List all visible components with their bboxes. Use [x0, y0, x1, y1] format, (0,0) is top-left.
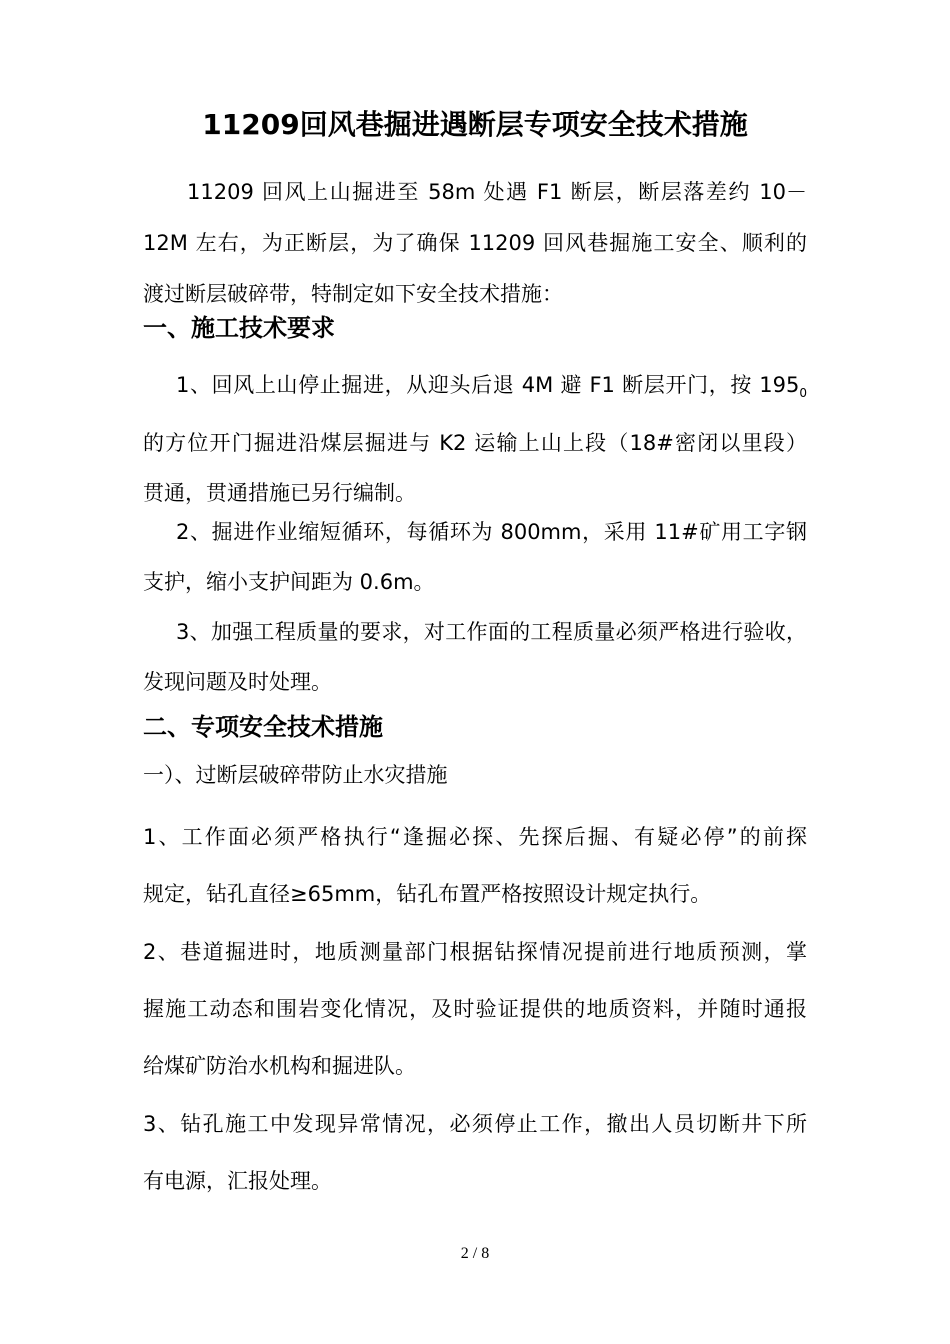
section-2-item-1-line-2: 规定，钻孔直径≥65mm，钻孔布置严格按照设计规定执行。 [143, 882, 712, 906]
section-2-item-3 [143, 1096, 807, 1210]
section-2-item-1 [143, 809, 807, 923]
section-2-item-2-line-2: 握施工动态和围岩变化情况，及时验证提供的地质资料，并随时通报 [143, 997, 807, 1021]
section-2-item-2-line-3: 给煤矿防治水机构和掘进队。 [143, 1054, 416, 1078]
section-1-item-3 [143, 607, 807, 707]
intro-line-3: 渡过断层破碎带，特制定如下安全技术措施： [143, 282, 563, 306]
section-1-item-3-line-2: 发现问题及时处理。 [143, 670, 332, 694]
section-2-subheading: 一）、过断层破碎带防止水灾措施 [143, 763, 448, 787]
section-2-item-2-line-1: 2、巷道掘进时，地质测量部门根据钻探情况提前进行地质预测，掌 [143, 940, 807, 964]
section-1-item-3-line-1: 3、加强工程质量的要求，对工作面的工程质量必须严格进行验收， [176, 620, 807, 644]
section-1-heading: 一、施工技术要求 [143, 314, 335, 342]
document-title: 11209回风巷掘进遇断层专项安全技术措施 [202, 108, 748, 141]
section-2-heading: 二、专项安全技术措施 [143, 713, 383, 741]
section-2-item-3-line-1: 3、钻孔施工中发现异常情况，必须停止工作，撤出人员切断井下所 [143, 1112, 807, 1136]
section-1-item-2 [143, 507, 807, 607]
section-1-item-2-line-2: 支护，缩小支护间距为 0.6m。 [143, 570, 435, 594]
intro-paragraph [143, 167, 807, 320]
section-2-item-1-line-1: 1、工作面必须严格执行“逢掘必探、先探后掘、有疑必停”的前探 [143, 825, 807, 849]
section-1-item-1-line-2: 的方位开门掘进沿煤层掘进与 K2 运输上山上段（18#密闭以里段） [143, 431, 807, 456]
section-1-item-1-line-3: 贯通，贯通措施已另行编制。 [143, 481, 416, 506]
section-2-item-2 [143, 924, 807, 1095]
section-1-item-1-line-1 [143, 360, 807, 418]
intro-line-1: 11209 回风上山掘进至 58m 处遇 F1 断层，断层落差约 10－ [187, 180, 807, 204]
section-1-item-1-line-1-text: 1、回风上山停止掘进，从迎头后退 4M 避 F1 断层开门，按 195 [176, 373, 800, 397]
page-number: 2 / 8 [460, 1245, 490, 1262]
section-1-item-2-line-1: 2、掘进作业缩短循环，每循环为 800mm，采用 11#矿用工字钢 [176, 520, 807, 544]
intro-line-2: 12M 左右，为正断层，为了确保 11209 回风巷掘施工安全、顺利的 [143, 231, 807, 255]
section-1-item-1-subscript: 0 [799, 386, 807, 401]
section-2-item-3-line-2: 有电源，汇报处理。 [143, 1169, 332, 1193]
section-1-item-1 [143, 360, 807, 518]
